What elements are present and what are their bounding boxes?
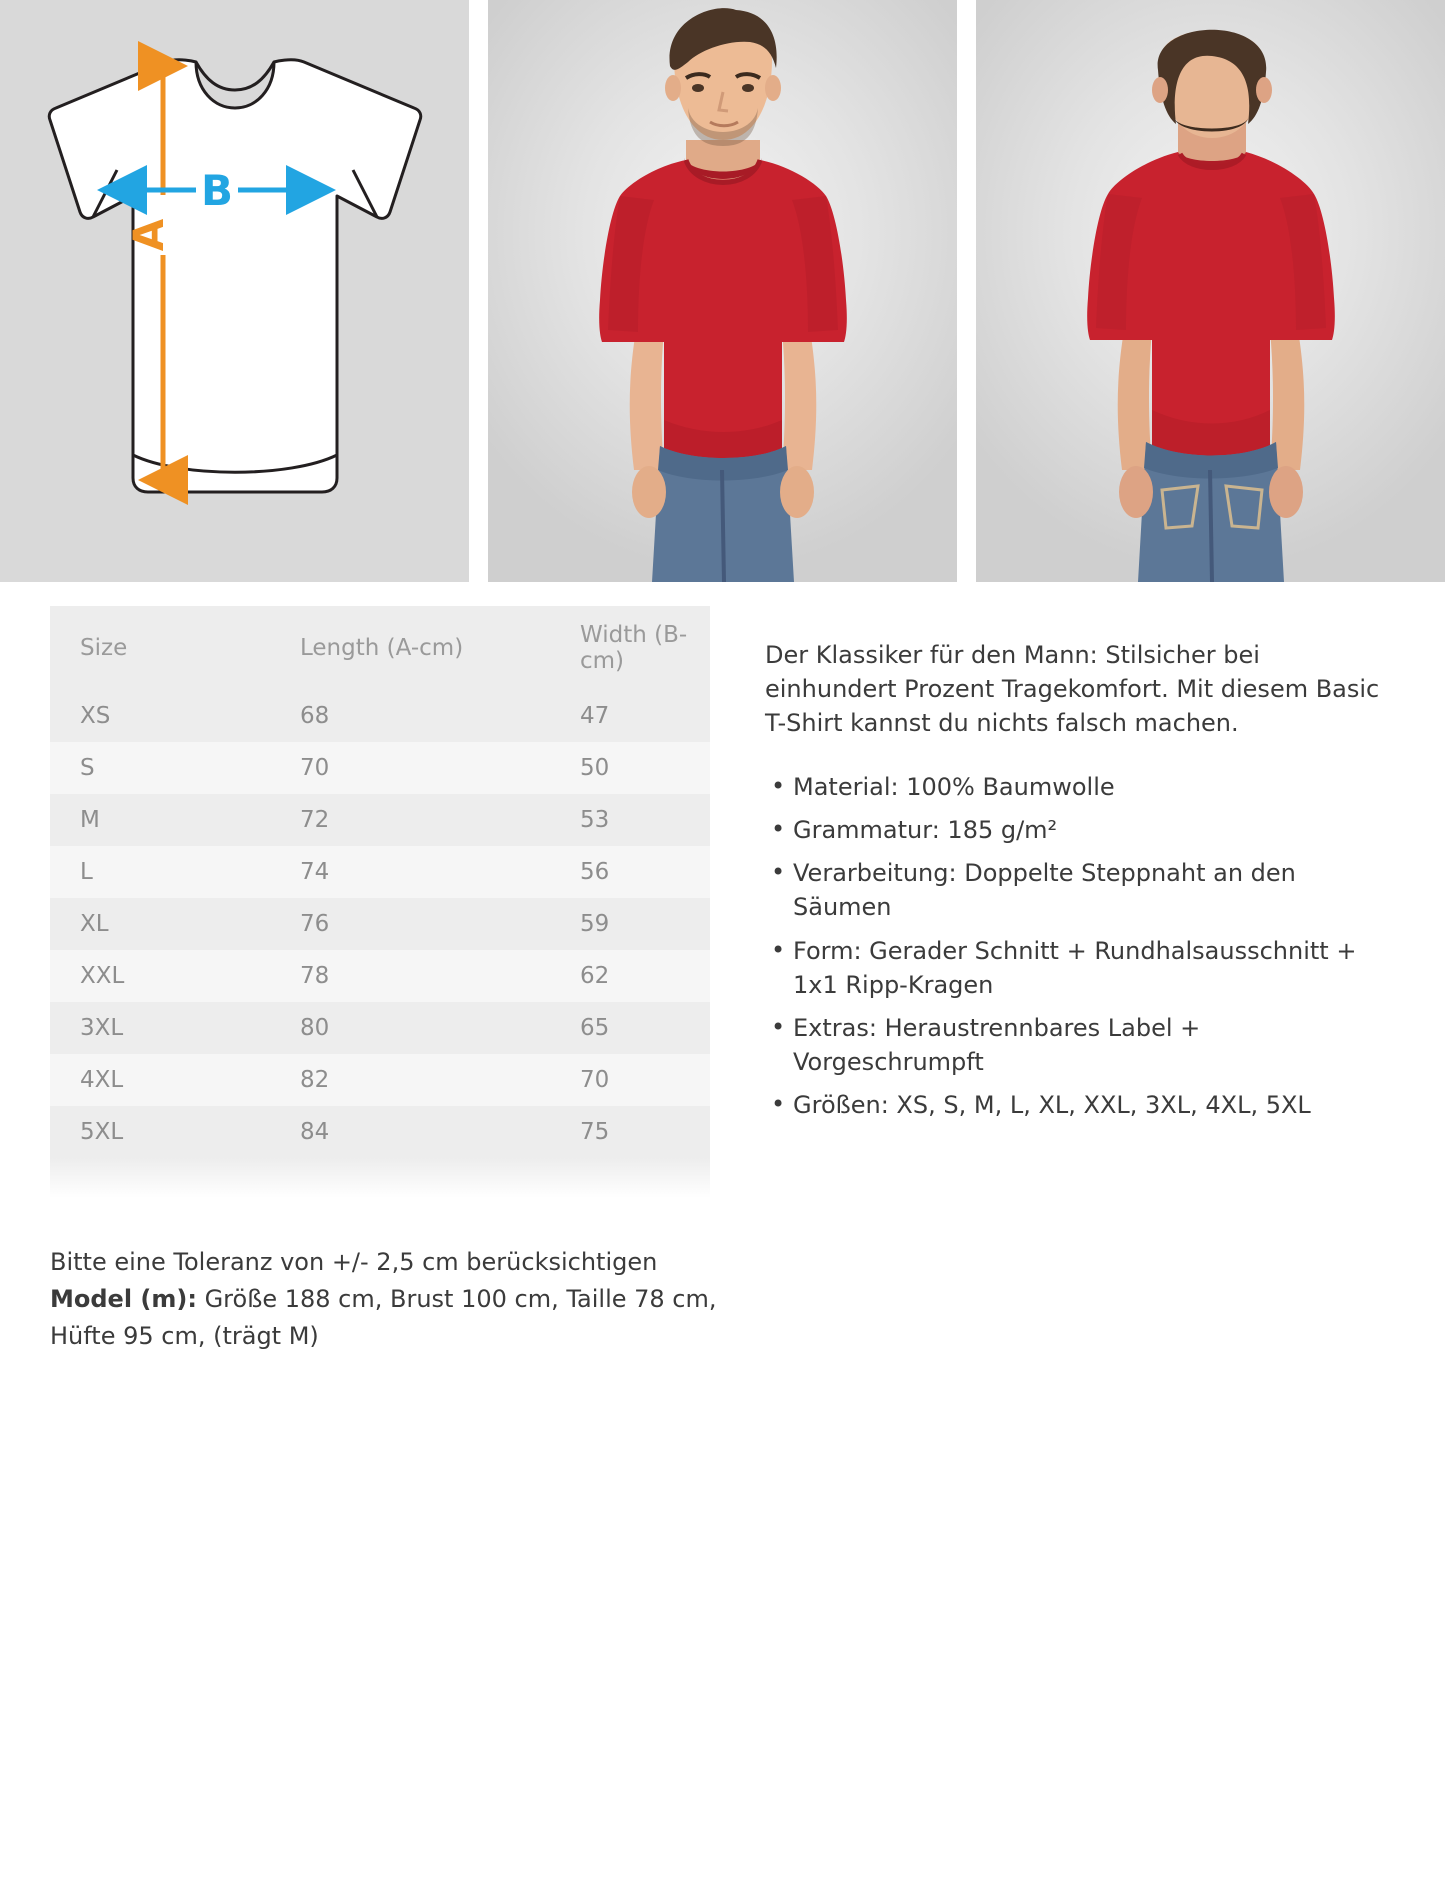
cell-size: 5XL <box>50 1106 270 1158</box>
cell-width: 75 <box>550 1106 710 1158</box>
cell-length: 74 <box>270 846 550 898</box>
cell-length: 68 <box>270 690 550 742</box>
table-row <box>50 742 710 794</box>
table-header-row <box>50 606 710 690</box>
table-row <box>50 1054 710 1106</box>
table-row <box>50 1106 710 1158</box>
model-label: Model (m): <box>50 1285 197 1314</box>
list-item: • Form: Gerader Schnitt + Rundhalsausschnitt + 1x1 Ripp-Kragen <box>765 934 1395 1002</box>
table-row <box>50 690 710 742</box>
cell-width: 59 <box>550 898 710 950</box>
cell-size: XS <box>50 690 270 742</box>
cell-width: 70 <box>550 1054 710 1106</box>
model-back-photo <box>976 0 1445 582</box>
table-row <box>50 898 710 950</box>
cell-width: 65 <box>550 1002 710 1054</box>
list-item: • Größen: XS, S, M, L, XL, XXL, 3XL, 4XL, 5XL <box>765 1088 1395 1122</box>
cell-width: 47 <box>550 690 710 742</box>
cell-length: 82 <box>270 1054 550 1106</box>
product-image-gallery <box>0 0 1445 582</box>
cell-width: 62 <box>550 950 710 1002</box>
model-note <box>50 1281 730 1355</box>
svg-text:A: A <box>124 218 173 252</box>
size-diagram-panel <box>0 0 469 582</box>
list-item: • Material: 100% Baumwolle <box>765 770 1395 804</box>
cell-size: 3XL <box>50 1002 270 1054</box>
tolerance-note: Bitte eine Toleranz von +/- 2,5 cm berücksichtigen <box>50 1248 658 1276</box>
measurement-note <box>50 1244 730 1356</box>
list-item: • Verarbeitung: Doppelte Steppnaht an den Säumen <box>765 856 1395 924</box>
table-row <box>50 1002 710 1054</box>
header-length: Length (A-cm) <box>270 606 550 690</box>
tshirt-diagram-icon <box>0 0 469 582</box>
cell-length: 76 <box>270 898 550 950</box>
svg-text:B: B <box>200 166 234 215</box>
cell-size: M <box>50 794 270 846</box>
cell-size: XL <box>50 898 270 950</box>
cell-size: XXL <box>50 950 270 1002</box>
product-details <box>0 582 1445 1356</box>
size-chart-column <box>50 606 717 1356</box>
model-measurements: Größe 188 cm, Brust 100 cm, Taille 78 cm, Hüfte 95 cm, (trägt M) <box>50 1285 717 1351</box>
list-item: • Grammatur: 185 g/m² <box>765 813 1395 847</box>
description-intro: Der Klassiker für den Mann: Stilsicher bei einhundert Prozent Tragekomfort. Mit diesem Basic T-Shirt kannst du nichts falsch machen. <box>765 641 1380 738</box>
cell-length: 70 <box>270 742 550 794</box>
feature-list <box>765 770 1395 1122</box>
list-item: • Extras: Heraustrennbares Label + Vorgeschrumpft <box>765 1011 1395 1079</box>
model-front-illustration <box>488 0 957 582</box>
table-fade-row <box>50 1158 710 1198</box>
description-column <box>765 606 1395 1356</box>
cell-size: L <box>50 846 270 898</box>
cell-width: 50 <box>550 742 710 794</box>
header-width: Width (B-cm) <box>550 606 710 690</box>
size-chart-table <box>50 606 710 1198</box>
header-size: Size <box>50 606 270 690</box>
table-row <box>50 846 710 898</box>
cell-width: 53 <box>550 794 710 846</box>
cell-width: 56 <box>550 846 710 898</box>
cell-size: S <box>50 742 270 794</box>
cell-length: 80 <box>270 1002 550 1054</box>
cell-length: 78 <box>270 950 550 1002</box>
table-row <box>50 794 710 846</box>
cell-length: 84 <box>270 1106 550 1158</box>
model-back-illustration <box>976 0 1445 582</box>
model-front-photo <box>488 0 957 582</box>
table-row <box>50 950 710 1002</box>
cell-length: 72 <box>270 794 550 846</box>
cell-size: 4XL <box>50 1054 270 1106</box>
